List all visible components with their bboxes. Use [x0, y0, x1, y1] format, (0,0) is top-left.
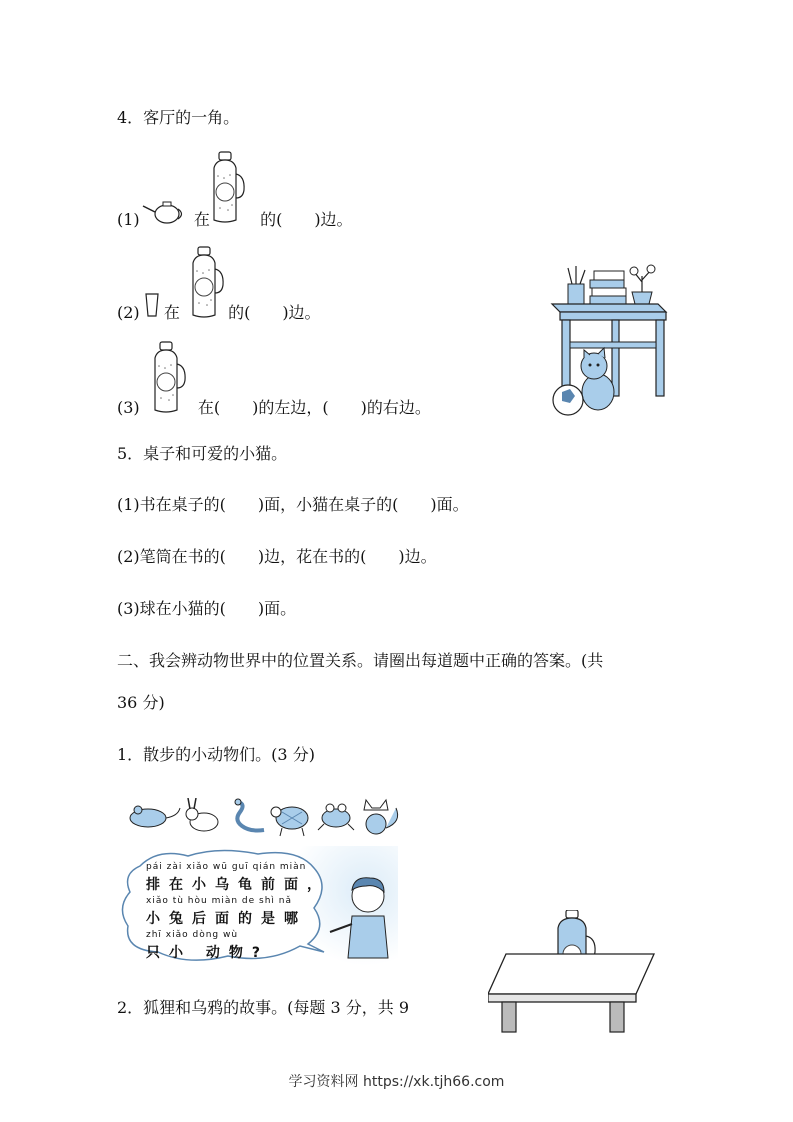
q5-part1-c: )面。 — [430, 495, 469, 514]
q4-part2-tail: )边。 — [282, 303, 321, 322]
turtle-icon — [271, 807, 308, 836]
q5-part1 — [117, 495, 469, 515]
thermos-icon — [185, 245, 225, 320]
mouse-icon — [130, 806, 180, 827]
q5-part2-b: )边，花在书的( — [257, 547, 367, 566]
q4-part3-a: 在( — [197, 398, 221, 417]
bubble-text-2: 小兔后面的是哪 — [146, 911, 307, 927]
q4-part1-de: 的( — [260, 210, 283, 229]
q5-part3 — [117, 599, 296, 619]
q5-part1-b: )面，小猫在桌子的( — [257, 495, 399, 514]
q4-part2-num: (2) — [117, 303, 140, 322]
table-scene-illustration — [488, 910, 656, 1034]
frog-icon — [318, 804, 354, 830]
cup-icon — [144, 292, 160, 318]
q4-part1-tail: )边。 — [314, 210, 353, 229]
q5-part1-a: (1)书在桌子的( — [117, 495, 226, 514]
q4-part3-c: )的右边。 — [360, 398, 431, 417]
thermos-icon — [147, 340, 187, 415]
q5-part2 — [117, 547, 437, 567]
bubble-text-3: 只小 动物? — [146, 945, 269, 961]
q5-title: 5．桌子和可爱的小猫。 — [117, 444, 288, 463]
bubble-pinyin-1: pái zài xiǎo wū guī qián miàn — [146, 862, 307, 872]
animal-row-illustration — [126, 798, 411, 838]
section2-heading-line2: 36 分) — [117, 693, 165, 712]
rabbit-icon — [186, 798, 218, 831]
s2q1-title: 1．散步的小动物们。(3 分) — [117, 745, 315, 764]
q5-part3-b: )面。 — [257, 599, 297, 618]
s2q2-title: 2．狐狸和乌鸦的故事。(每题 3 分，共 9 — [117, 998, 410, 1017]
snake-icon — [235, 799, 264, 831]
q4-part2-de: 的( — [228, 303, 251, 322]
fox-icon — [364, 800, 398, 834]
bubble-text-1: 排在小乌龟前面， — [146, 877, 330, 893]
q5-part2-a: (2)笔筒在书的( — [117, 547, 226, 566]
bubble-pinyin-3: zhī xiǎo dòng wù — [146, 930, 239, 940]
q4-title: 4．客厅的一角。 — [117, 108, 240, 127]
q4-part1-num: (1) — [117, 210, 140, 229]
q4-part1-zai: 在 — [193, 210, 210, 229]
thermos-icon — [206, 150, 246, 225]
q5-part3-a: (3)球在小猫的( — [117, 599, 226, 618]
q4-part3-b: )的左边，( — [252, 398, 329, 417]
bubble-pinyin-2: xiǎo tù hòu miàn de shì nǎ — [146, 896, 293, 906]
stool-scene-illustration — [548, 262, 673, 418]
q4-part3-num: (3) — [117, 398, 140, 417]
q5-part2-c: )边。 — [398, 547, 437, 566]
q4-part2-zai: 在 — [163, 303, 180, 322]
section2-heading-line1: 二、我会辨动物世界中的位置关系。请圈出每道题中正确的答案。(共 — [117, 651, 604, 670]
teapot-icon — [141, 198, 185, 226]
footer-watermark: 学习资料网 https://xk.tjh66.com — [288, 1074, 505, 1090]
